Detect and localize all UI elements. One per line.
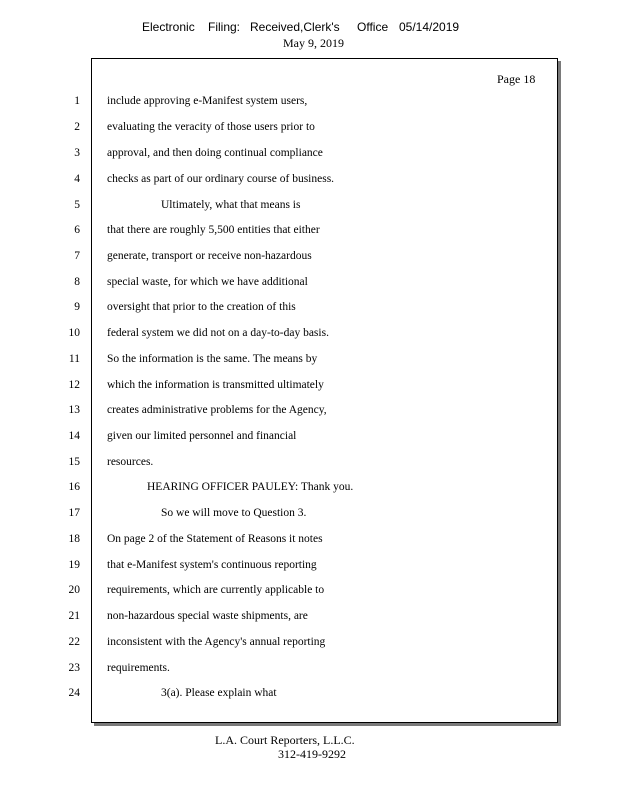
line-text: non-hazardous special waste shipments, are	[107, 610, 308, 622]
line-text: which the information is transmitted ultimately	[107, 379, 324, 391]
line-text: 3(a). Please explain what	[161, 687, 277, 699]
line-text: include approving e-Manifest system users,	[107, 95, 308, 107]
line-number: 13	[68, 404, 80, 416]
stamp-filing: Filing:	[208, 20, 241, 34]
line-text: inconsistent with the Agency's annual reporting	[107, 636, 326, 648]
line-number: 3	[74, 147, 80, 159]
line-number: 11	[68, 353, 80, 365]
line-text: HEARING OFFICER PAULEY: Thank you.	[147, 481, 354, 493]
line-number: 20	[68, 584, 80, 596]
line-text: So we will move to Question 3.	[161, 507, 307, 519]
line-text: federal system we did not on a day-to-day basis.	[107, 327, 329, 339]
line-text: requirements.	[107, 662, 170, 674]
line-text: So the information is the same. The means by	[107, 353, 318, 365]
line-text: Ultimately, what that means is	[161, 199, 301, 211]
line-number: 8	[74, 276, 80, 288]
line-text: oversight that prior to the creation of this	[107, 301, 296, 313]
reporter-company: L.A. Court Reporters, L.L.C.	[215, 733, 355, 747]
line-text: generate, transport or receive non-hazardous	[107, 250, 312, 262]
line-number: 19	[68, 559, 80, 571]
line-number: 4	[74, 173, 80, 185]
stamp-date: 05/14/2019	[399, 20, 460, 34]
line-number: 17	[68, 507, 80, 519]
transcript-date: May 9, 2019	[283, 36, 344, 50]
reporter-phone: 312-419-9292	[278, 747, 346, 761]
line-number: 10	[68, 327, 80, 339]
line-number: 18	[68, 533, 80, 545]
line-number: 24	[68, 687, 80, 699]
line-text: On page 2 of the Statement of Reasons it notes	[107, 533, 323, 545]
line-text: that e-Manifest system's continuous reporting	[107, 559, 317, 571]
line-number: 12	[68, 379, 80, 391]
line-text: approval, and then doing continual compliance	[107, 147, 323, 159]
line-text: special waste, for which we have additional	[107, 276, 308, 288]
line-text: that there are roughly 5,500 entities that either	[107, 224, 320, 236]
line-text: requirements, which are currently applicable to	[107, 584, 325, 596]
line-number: 21	[68, 610, 80, 622]
line-number: 9	[74, 301, 80, 313]
line-text: checks as part of our ordinary course of business.	[107, 173, 335, 185]
line-text: resources.	[107, 456, 154, 468]
line-text: given our limited personnel and financial	[107, 430, 297, 442]
line-number: 22	[68, 636, 80, 648]
page-number: Page 18	[497, 72, 536, 86]
line-number: 16	[68, 481, 80, 493]
line-number: 1	[74, 95, 80, 107]
line-number: 6	[74, 224, 80, 236]
line-text: evaluating the veracity of those users prior to	[107, 121, 315, 133]
line-number: 14	[68, 430, 80, 442]
stamp-electronic: Electronic	[142, 20, 195, 34]
line-number: 7	[74, 250, 80, 262]
stamp-office: Office	[357, 20, 389, 34]
line-number: 15	[68, 456, 80, 468]
line-number: 5	[74, 199, 80, 211]
line-number: 23	[68, 662, 80, 674]
line-text: creates administrative problems for the Agency,	[107, 404, 327, 416]
line-number: 2	[74, 121, 80, 133]
stamp-received-clerks: Received,Clerk's	[250, 20, 340, 34]
